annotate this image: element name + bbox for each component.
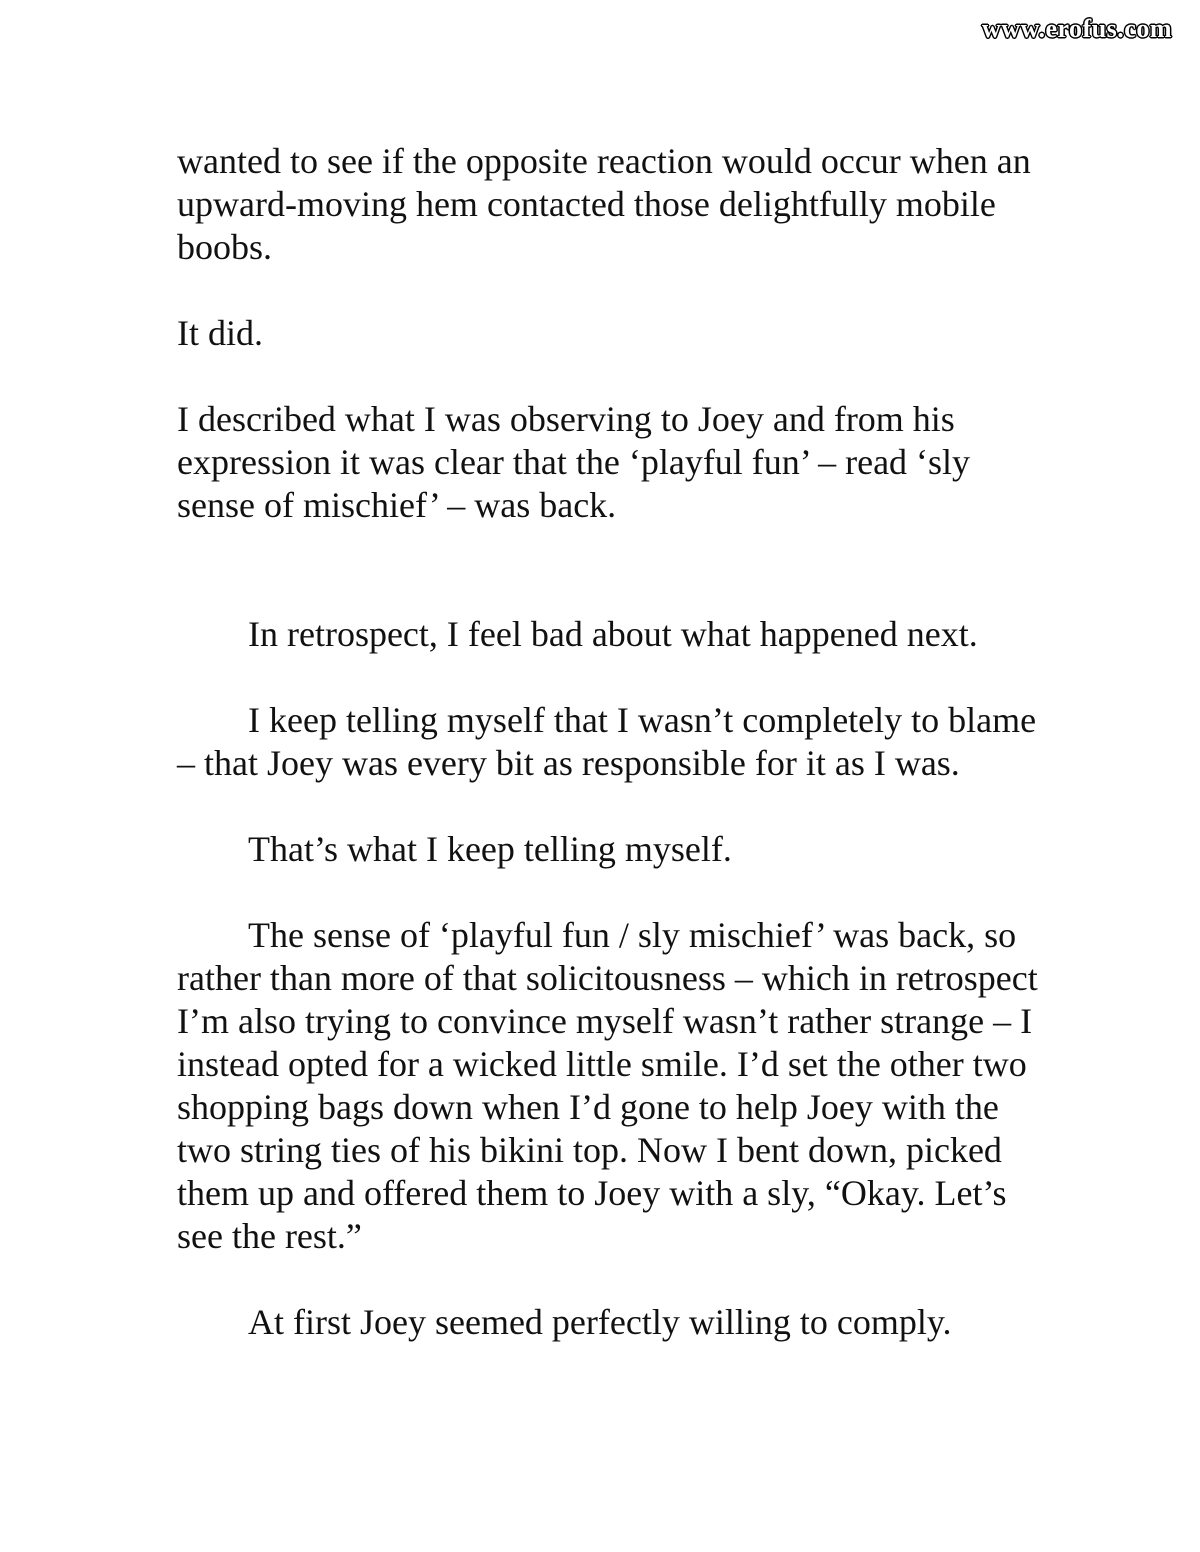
document-body xyxy=(177,140,1047,1387)
paragraph: At first Joey seemed perfectly willing to comply. xyxy=(248,1302,952,1342)
paragraph: It did. xyxy=(177,313,263,353)
paragraph: The sense of ‘playful fun / sly mischief’ was back, so rather than more of that solicitousness – which in retrospect I’m also trying to convince myself wasn’t rather strange – I instead opted for a wicked little smile. I’d set the other two shopping bags down when I’d gone to help Joey with the two string ties of his bikini top. Now I bent down, picked them up and offered them to Joey with a sly, “Okay. Let’s see the rest.” xyxy=(177,915,1038,1256)
paragraph: In retrospect, I feel bad about what happened next. xyxy=(248,614,978,654)
paragraph: That’s what I keep telling myself. xyxy=(248,829,732,869)
paragraph: I keep telling myself that I wasn’t completely to blame – that Joey was every bit as responsible for it as I was. xyxy=(177,700,1037,783)
paragraph: wanted to see if the opposite reaction would occur when an upward-moving hem contacted those delightfully mobile boobs. xyxy=(177,141,1031,267)
paragraph: I described what I was observing to Joey and from his expression it was clear that the ‘playful fun’ – read ‘sly sense of mischief’ – was back. xyxy=(177,399,971,525)
watermark-text: www.erofus.com xyxy=(982,14,1172,43)
